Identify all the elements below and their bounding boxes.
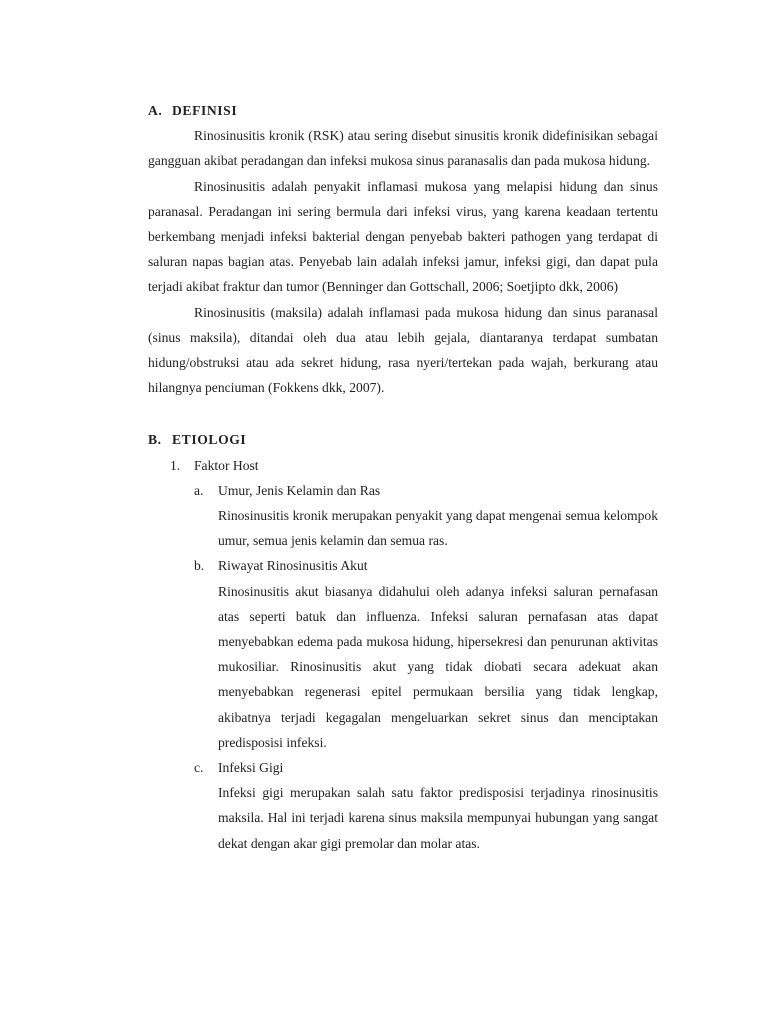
sublist-marker: c. <box>194 760 204 776</box>
section-number: A. <box>148 103 163 118</box>
section-number: B. <box>148 432 162 448</box>
sublist-item-label: Riwayat Rinosinusitis Akut <box>218 558 368 574</box>
paragraph: Rinosinusitis (maksila) adalah inflamasi pada mukosa hidung dan sinus paranasal (sinus maksila), ditandai oleh dua atau lebih gejala, diantaranya terdapat sumbatan hidung/obstruksi atau ada sekret hidung, rasa nyeri/tertekan pada wajah, berkurang atau hilangnya penciuman (Fokkens dkk, 2007). <box>148 304 658 396</box>
section-heading-definisi <box>148 98 658 123</box>
section-spacer <box>148 400 658 427</box>
list-marker: 1. <box>170 457 181 473</box>
section-title: ETIOLOGI <box>172 432 247 448</box>
sublist-item-body: Infeksi gigi merupakan salah satu faktor predisposisi terjadinya rinosinusitis maksila. Hal ini terjadi karena sinus maksila mempunyai hubungan yang sangat dekat dengan akar gigi premolar dan molar atas. <box>218 785 658 851</box>
sublist-item-infeksi-gigi <box>148 755 658 780</box>
paragraph: Rinosinusitis adalah penyakit inflamasi mukosa yang melapisi hidung dan sinus paranasal. Peradangan ini sering bermula dari infeksi virus, yang karena keadaan tertentu berkembang menjadi infeksi bakterial dengan penyebab bakteri pathogen yang terdapat di saluran napas bagian atas. Penyebab lain adalah infeksi jamur, infeksi gigi, dan dapat pula terjadi akibat fraktur dan tumor (Benninger dan Gottschall, 2006; Soetjipto dkk, 2006) <box>148 178 658 295</box>
sublist-item-label: Umur, Jenis Kelamin dan Ras <box>218 482 381 498</box>
document-page <box>148 98 658 856</box>
sublist-marker: a. <box>194 482 204 498</box>
sublist-item-riwayat <box>148 553 658 578</box>
sublist-marker: b. <box>194 558 205 574</box>
sublist-item-umur <box>148 478 658 503</box>
paragraph: Rinosinusitis kronik (RSK) atau sering disebut sinusitis kronik didefinisikan sebagai gangguan akibat peradangan dan infeksi mukosa sinus paranasalis dan pada mukosa hidung. <box>148 128 658 169</box>
section-heading-etiologi <box>148 427 658 452</box>
list-item-label: Faktor Host <box>194 457 259 473</box>
sublist-item-body: Rinosinusitis akut biasanya didahului oleh adanya infeksi saluran pernafasan atas seperti batuk dan influenza. Infeksi saluran pernafasan atas dapat menyebabkan edema pada mukosa hidung, hipersekresi dan penurunan aktivitas mukosiliar. Rinosinusitis akut yang tidak diobati secara adekuat akan menyebabkan regenerasi epitel permukaan bersilia yang tidak lengkap, akibatnya terjadi kegagalan mengeluarkan sekret sinus dan menciptakan predisposisi infeksi. <box>218 583 658 750</box>
list-item-faktor-host <box>148 453 658 478</box>
section-title: DEFINISI <box>172 103 238 118</box>
sublist-item-body: Rinosinusitis kronik merupakan penyakit yang dapat mengenai semua kelompok umur, semua jenis kelamin dan semua ras. <box>218 508 658 549</box>
sublist-item-label: Infeksi Gigi <box>218 760 284 776</box>
